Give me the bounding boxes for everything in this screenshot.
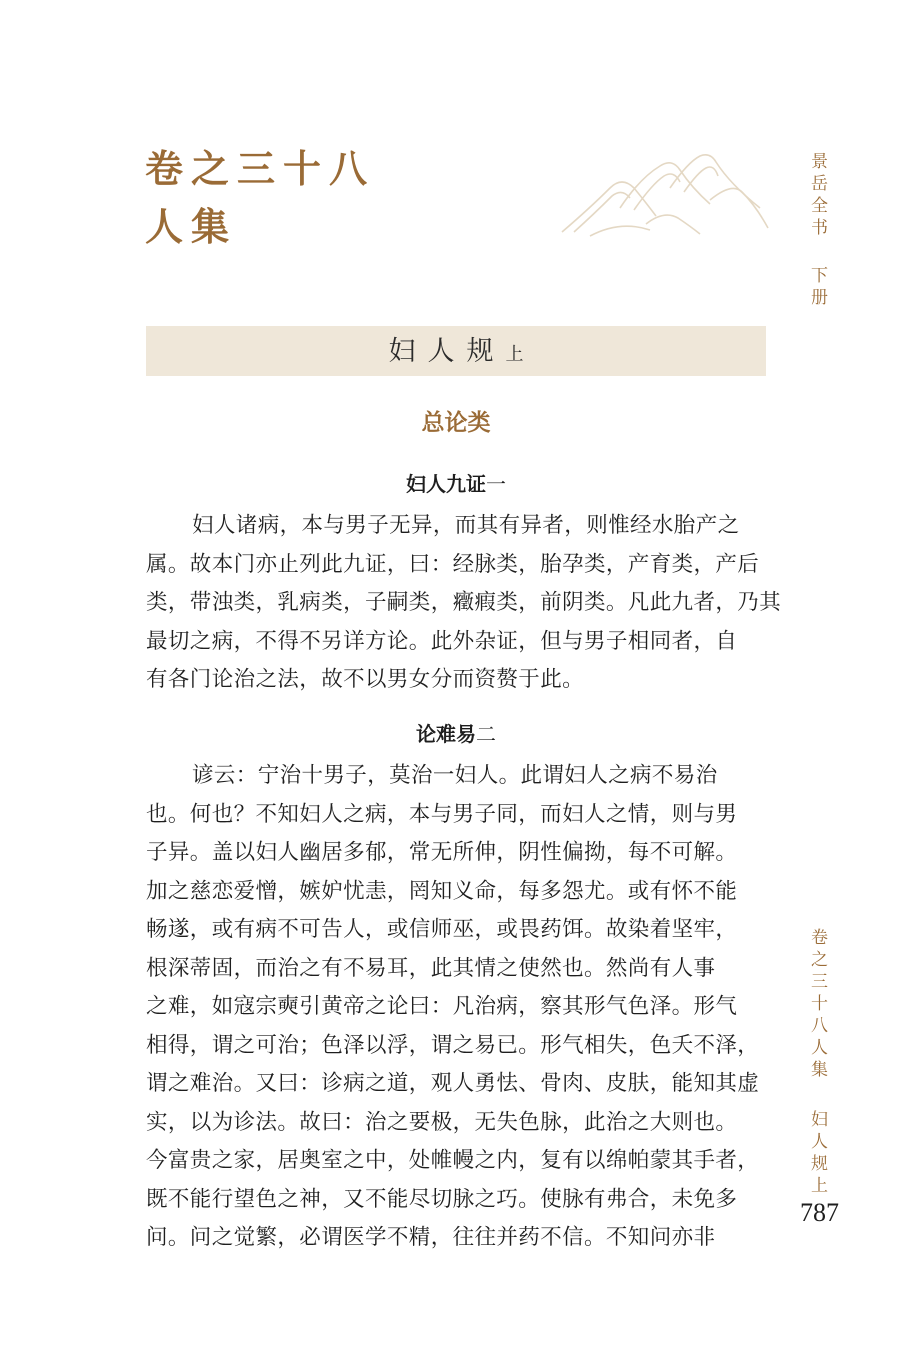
side-running-footer bbox=[806, 928, 830, 1198]
text-line: 谚云：宁治十男子，莫治一妇人。此谓妇人之病不易治 bbox=[192, 763, 718, 788]
article-title bbox=[146, 468, 766, 497]
text-line: 畅遂，或有病不可告人，或信师巫，或畏药饵。故染着坚牢， bbox=[146, 917, 738, 942]
side-running-header bbox=[806, 152, 830, 310]
text-line: 有各门论治之法，故不以男女分而资赘于此。 bbox=[146, 667, 585, 692]
side-volume: 下册 bbox=[807, 266, 827, 310]
text-line: 相得，谓之可治；色泽以浮，谓之易已。形气相失，色夭不泽， bbox=[146, 1032, 760, 1058]
text-line: 之难，如寇宗奭引黄帝之论曰：凡治病，察其形气色泽。形气 bbox=[146, 994, 738, 1019]
mountain-decoration-icon bbox=[560, 148, 770, 240]
category-heading: 总论类 bbox=[421, 410, 491, 436]
text-line: 谓之难治。又曰：诊病之道，观人勇怯、骨肉、皮肤，能知其虚 bbox=[146, 1071, 760, 1096]
article-title-text: 妇人九证 bbox=[406, 472, 486, 496]
text-line: 属。故本门亦止列此九证，曰：经脉类，胎孕类，产育类，产后 bbox=[146, 551, 760, 577]
section-subtitle: 上 bbox=[505, 344, 524, 365]
text-line: 妇人诸病，本与男子无异，而其有异者，则惟经水胎产之 bbox=[192, 513, 740, 538]
chapter-title bbox=[145, 140, 375, 256]
text-line: 最切之病，不得不另详方论。此外杂证，但与男子相同者，自 bbox=[146, 628, 738, 654]
text-line: 既不能行望色之神，又不能尽切脉之巧。使脉有弗合，未免多 bbox=[146, 1186, 738, 1212]
text-line: 实，以为诊法。故曰：治之要极，无失色脉，此治之大则也。 bbox=[146, 1109, 738, 1135]
section-title: 妇人规 bbox=[388, 336, 506, 367]
text-line: 根深蒂固，而治之有不易耳，此其情之使然也。然尚有人事 bbox=[146, 955, 716, 981]
article-body bbox=[146, 757, 770, 1258]
side-chapter: 卷之三十八人集 bbox=[807, 928, 827, 1082]
article-number: 二 bbox=[476, 722, 496, 746]
chapter-title-line2: 人集 bbox=[145, 205, 238, 249]
article-body bbox=[146, 507, 782, 700]
side-section: 妇人规上 bbox=[807, 1110, 827, 1198]
chapter-title-line1: 卷之三十八 bbox=[145, 147, 376, 191]
article-title-text: 论难易 bbox=[416, 722, 476, 746]
text-line: 今富贵之家，居奥室之中，处帷幔之内，复有以绵帕蒙其手者， bbox=[146, 1148, 760, 1173]
text-line: 问。问之觉繁，必谓医学不精，往往并药不信。不知问亦非 bbox=[146, 1225, 716, 1250]
side-book-title: 景岳全书 bbox=[807, 152, 827, 240]
text-line: 子异。盖以妇人幽居多郁，常无所伸，阴性偏拗，每不可解。 bbox=[146, 840, 738, 865]
article-number: 一 bbox=[486, 472, 506, 496]
text-line: 也。何也？不知妇人之病，本与男子同，而妇人之情，则与男 bbox=[146, 801, 738, 827]
text-line: 加之慈恋爱憎，嫉妒忧恚，罔知义命，每多怨尤。或有怀不能 bbox=[146, 878, 738, 904]
text-line: 类，带浊类，乳病类，子嗣类，癥瘕类，前阴类。凡此九者，乃其 bbox=[146, 590, 782, 615]
section-banner bbox=[146, 326, 766, 376]
article-title bbox=[146, 718, 766, 747]
page-number: 787 bbox=[800, 1198, 839, 1227]
